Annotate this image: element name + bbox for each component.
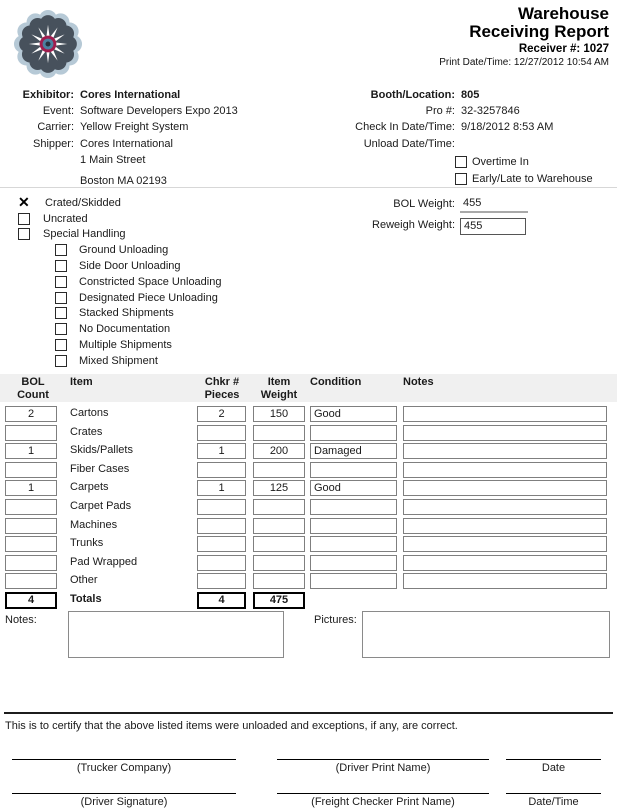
pictures-input-box[interactable] <box>362 611 610 658</box>
bol-weight-label: BOL Weight: <box>393 198 455 210</box>
notes-input[interactable] <box>403 573 607 589</box>
info-row <box>0 136 300 152</box>
table-row <box>0 424 617 443</box>
item-weight-input[interactable]: 150 <box>253 406 305 422</box>
signature-line <box>506 750 601 760</box>
signature-label: Date <box>541 762 566 774</box>
checked-x-icon[interactable]: ✕ <box>18 194 30 211</box>
condition-input[interactable] <box>310 425 397 441</box>
bol-count-input[interactable] <box>5 536 57 552</box>
field-label: Exhibitor: <box>22 89 74 101</box>
special-handling-row <box>0 306 330 322</box>
col-header-chkr-pieces: Chkr # Pieces <box>204 376 240 401</box>
checkbox-row <box>455 172 617 186</box>
special-handling-label: Mixed Shipment <box>79 354 158 367</box>
item-weight-input[interactable] <box>253 462 305 478</box>
col-header-notes: Notes <box>403 376 434 388</box>
checkbox-icon[interactable] <box>55 355 67 367</box>
field-value: 805 <box>461 89 480 101</box>
notes-input[interactable] <box>403 555 607 571</box>
checkbox-icon[interactable] <box>55 339 67 351</box>
items-table-body <box>0 405 617 610</box>
info-row <box>300 87 617 103</box>
col-header-bol-count: BOL Count <box>17 376 49 401</box>
chkr-pieces-input[interactable]: 2 <box>197 406 246 422</box>
report-title-line2: Receiving Report <box>469 22 609 41</box>
report-title-block <box>439 5 609 68</box>
item-weight-input[interactable] <box>253 518 305 534</box>
field-label: Check In Date/Time: <box>355 121 455 134</box>
signature-block <box>12 750 236 774</box>
item-weight-input[interactable] <box>253 536 305 552</box>
notes-input[interactable] <box>403 425 607 441</box>
handling-row <box>0 211 330 227</box>
item-label: Trunks <box>70 537 104 550</box>
bol-count-input[interactable] <box>5 555 57 571</box>
field-value: Yellow Freight System <box>80 121 189 134</box>
field-label: Event: <box>42 105 74 118</box>
checkbox-label: Early/Late to Warehouse <box>472 172 593 185</box>
item-weight-input[interactable] <box>253 499 305 515</box>
notes-input[interactable] <box>403 462 607 478</box>
totals-chkr-pieces: 4 <box>197 592 246 609</box>
table-row <box>0 405 617 424</box>
special-handling-row <box>0 290 330 306</box>
handling-row <box>0 195 330 211</box>
bol-count-input[interactable] <box>5 499 57 515</box>
special-handling-label: Constricted Space Unloading <box>79 275 222 288</box>
signature-line <box>506 784 601 794</box>
notes-input[interactable] <box>403 406 607 422</box>
signature-label: (Freight Checker Print Name) <box>311 796 455 808</box>
handling-label: Uncrated <box>43 212 88 225</box>
chkr-pieces-input[interactable] <box>197 518 246 534</box>
col-header-item-weight: Item Weight <box>260 376 298 401</box>
table-row <box>0 461 617 480</box>
special-handling-label: No Documentation <box>79 323 171 336</box>
item-label: Skids/Pallets <box>70 444 133 457</box>
bol-weight-row <box>300 197 617 213</box>
notes-input[interactable] <box>403 536 607 552</box>
checkbox-icon[interactable] <box>55 260 67 272</box>
special-handling-row <box>0 242 330 258</box>
info-row <box>0 87 300 103</box>
item-label: Pad Wrapped <box>70 555 138 568</box>
field-value: 32-3257846 <box>461 105 520 118</box>
bol-weight-value: 455 <box>460 197 528 213</box>
checkbox-icon[interactable] <box>18 213 30 225</box>
info-row <box>300 103 617 119</box>
bol-count-input[interactable] <box>5 462 57 478</box>
table-row <box>0 479 617 498</box>
col-header-item: Item <box>70 376 93 388</box>
chkr-pieces-input[interactable] <box>197 555 246 571</box>
special-handling-label: Multiple Shipments <box>79 339 172 352</box>
info-row <box>0 103 300 119</box>
reweigh-weight-input[interactable]: 455 <box>460 218 526 235</box>
field-value: 1 Main Street <box>80 153 146 166</box>
reweigh-weight-label: Reweigh Weight: <box>372 219 455 231</box>
handling-label: Crated/Skidded <box>45 196 121 209</box>
footer-rule <box>4 712 613 714</box>
item-weight-input[interactable] <box>253 425 305 441</box>
section-divider <box>0 187 617 188</box>
item-label: Other <box>70 574 98 587</box>
chkr-pieces-input[interactable] <box>197 499 246 515</box>
chkr-pieces-input[interactable] <box>197 573 246 589</box>
notes-input[interactable] <box>403 518 607 534</box>
item-label: Fiber Cases <box>70 462 130 475</box>
field-label: Shipper: <box>33 137 74 150</box>
signature-line <box>277 750 489 760</box>
condition-input[interactable]: Damaged <box>310 443 397 459</box>
special-handling-label: Stacked Shipments <box>79 307 174 320</box>
checkbox-icon[interactable] <box>455 156 467 168</box>
flower-medallion-icon <box>11 7 85 81</box>
chkr-pieces-input[interactable]: 1 <box>197 443 246 459</box>
report-title-line1: Warehouse <box>517 4 609 23</box>
items-table <box>0 374 617 610</box>
item-label: Cartons <box>70 407 109 419</box>
field-value: Cores International <box>80 137 173 150</box>
col-header-condition: Condition <box>310 376 362 388</box>
handling-checkbox-section <box>0 195 330 369</box>
special-handling-row <box>0 258 330 274</box>
signature-label: Date/Time <box>528 796 579 808</box>
notes-label: Notes: <box>5 614 37 626</box>
exhibitor-info-column <box>0 87 300 189</box>
condition-input[interactable]: Good <box>310 406 397 422</box>
condition-input[interactable] <box>310 462 397 478</box>
checkbox-icon[interactable] <box>55 276 67 288</box>
field-value: 9/18/2012 8:53 AM <box>461 121 554 134</box>
totals-label: Totals <box>70 592 102 605</box>
table-row <box>0 517 617 536</box>
reweigh-weight-row <box>300 218 617 235</box>
condition-input[interactable] <box>310 518 397 534</box>
totals-bol-count: 4 <box>5 592 57 609</box>
field-label: Carrier: <box>37 121 74 134</box>
handling-label: Special Handling <box>43 228 126 241</box>
special-handling-row <box>0 337 330 353</box>
checkbox-icon[interactable] <box>55 292 67 304</box>
chkr-pieces-input[interactable] <box>197 536 246 552</box>
totals-item-weight: 475 <box>253 592 305 609</box>
item-label: Carpet Pads <box>70 499 132 512</box>
item-weight-input[interactable]: 125 <box>253 480 305 496</box>
signature-line <box>12 784 236 794</box>
chkr-pieces-input[interactable] <box>197 462 246 478</box>
signature-block <box>506 784 601 808</box>
receiver-number: Receiver #: 1027 <box>518 43 609 55</box>
special-handling-label: Ground Unloading <box>79 244 169 257</box>
checkbox-icon[interactable] <box>455 173 467 185</box>
field-value: Cores International <box>80 89 181 101</box>
table-row <box>0 572 617 591</box>
item-label: Crates <box>70 425 103 438</box>
bol-count-input[interactable] <box>5 425 57 441</box>
print-datetime: Print Date/Time: 12/27/2012 10:54 AM <box>439 57 609 68</box>
item-weight-input[interactable]: 200 <box>253 443 305 459</box>
company-logo <box>11 7 85 84</box>
totals-row <box>0 591 617 610</box>
signature-label: (Driver Signature) <box>80 796 168 808</box>
booth-info-column <box>300 87 617 186</box>
field-value: Boston MA 02193 <box>80 175 167 188</box>
table-row <box>0 442 617 461</box>
signature-block <box>277 750 489 774</box>
item-label: Carpets <box>70 481 109 494</box>
checkbox-icon[interactable] <box>55 244 67 256</box>
signature-block <box>12 784 236 808</box>
signature-block <box>506 750 601 774</box>
bol-count-input[interactable] <box>5 518 57 534</box>
signature-line <box>277 784 489 794</box>
chkr-pieces-input[interactable] <box>197 425 246 441</box>
condition-input[interactable]: Good <box>310 480 397 496</box>
notes-input-box[interactable] <box>68 611 284 658</box>
info-row <box>300 136 617 152</box>
table-row <box>0 498 617 517</box>
notes-input[interactable] <box>403 480 607 496</box>
field-value <box>455 136 461 152</box>
info-row <box>0 119 300 135</box>
field-label: Unload Date/Time: <box>363 137 455 150</box>
condition-input[interactable] <box>310 536 397 552</box>
condition-input[interactable] <box>310 499 397 515</box>
item-weight-input[interactable] <box>253 555 305 571</box>
special-handling-row <box>0 321 330 337</box>
chkr-pieces-input[interactable]: 1 <box>197 480 246 496</box>
certification-text: This is to certify that the above listed items were unloaded and exceptions, if any, are correct. <box>5 720 458 732</box>
field-label: Pro #: <box>425 105 455 118</box>
condition-input[interactable] <box>310 573 397 589</box>
bol-count-input[interactable] <box>5 573 57 589</box>
table-row <box>0 554 617 573</box>
bol-count-input[interactable]: 2 <box>5 406 57 422</box>
notes-input[interactable] <box>403 499 607 515</box>
info-row <box>300 119 617 135</box>
field-label <box>0 152 74 168</box>
handling-row <box>0 227 330 243</box>
special-handling-row <box>0 274 330 290</box>
condition-input[interactable] <box>310 555 397 571</box>
checkbox-icon[interactable] <box>18 228 30 240</box>
signature-block <box>277 784 489 808</box>
checkbox-icon[interactable] <box>55 323 67 335</box>
signature-label: (Trucker Company) <box>76 762 172 774</box>
items-table-header <box>0 374 617 402</box>
info-row <box>0 152 300 168</box>
weights-section <box>300 197 617 240</box>
signature-line <box>12 750 236 760</box>
table-row <box>0 535 617 554</box>
special-handling-label: Side Door Unloading <box>79 260 181 273</box>
special-handling-row <box>0 353 330 369</box>
pictures-label: Pictures: <box>314 614 357 626</box>
field-value: Software Developers Expo 2013 <box>80 105 238 118</box>
checkbox-label: Overtime In <box>472 155 529 168</box>
bol-count-input[interactable]: 1 <box>5 480 57 496</box>
checkbox-icon[interactable] <box>55 307 67 319</box>
checkbox-row <box>455 155 617 169</box>
signature-label: (Driver Print Name) <box>335 762 431 774</box>
item-weight-input[interactable] <box>253 573 305 589</box>
special-handling-label: Designated Piece Unloading <box>79 291 218 304</box>
field-label: Booth/Location: <box>370 89 455 101</box>
item-label: Machines <box>70 518 118 531</box>
bol-count-input[interactable]: 1 <box>5 443 57 459</box>
notes-input[interactable] <box>403 443 607 459</box>
